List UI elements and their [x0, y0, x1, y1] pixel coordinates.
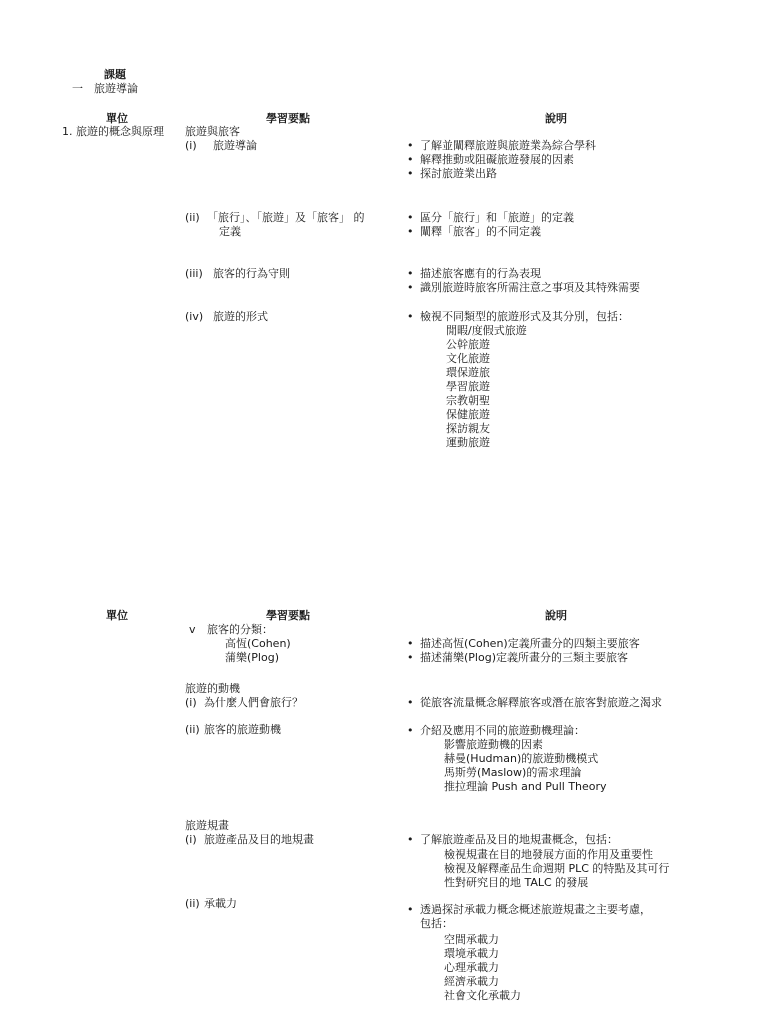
list-item: • 解釋推動或阻礙旅遊發展的因素	[420, 153, 574, 167]
item-title: 旅遊導論	[213, 139, 257, 152]
item-title: 旅客的行為守則	[213, 267, 290, 280]
subheading: 旅遊與旅客	[185, 125, 240, 138]
sub-item: 文化旅遊	[446, 352, 490, 365]
sub-item: 性對研究目的地 TALC 的發展	[444, 876, 589, 889]
sub-item: 運動旅遊	[446, 436, 490, 449]
sub-item: 社會文化承載力	[444, 989, 521, 1002]
sub-item: 空間承載力	[444, 933, 499, 946]
sub-item: 探訪親友	[446, 422, 490, 435]
item-number: (ii)	[185, 723, 200, 736]
header-explanation: 說明	[545, 609, 567, 622]
list-item: • 介紹及應用不同的旅遊動機理論：	[420, 724, 585, 738]
sub-item: 公幹旅遊	[446, 338, 490, 351]
page-title: 課題	[104, 68, 126, 81]
item-title: 旅客的分類：	[207, 623, 273, 636]
sub-item: 環境承載力	[444, 947, 499, 960]
sub-item: 推拉理論 Push and Pull Theory	[444, 780, 607, 793]
topic-dash: 一	[72, 82, 83, 95]
list-item: • 闡釋「旅客」的不同定義	[420, 225, 541, 239]
sub-item: 影響旅遊動機的因素	[444, 738, 543, 751]
sub-item: 經濟承載力	[444, 975, 499, 988]
item-title: 承載力	[204, 897, 237, 910]
item-number: (iii)	[185, 267, 203, 280]
item-number: (i)	[185, 833, 197, 846]
item-title: 「旅行」、「旅遊」及「旅客」 的	[207, 211, 365, 224]
list-item: • 檢視不同類型的旅遊形式及其分別，包括：	[420, 310, 629, 324]
item-number: (ii)	[185, 897, 200, 910]
unit-label: 1. 旅遊的概念與原理	[62, 125, 164, 138]
item-number: (iv)	[185, 310, 204, 323]
item-title: 旅遊產品及目的地規畫	[204, 833, 314, 846]
list-item: • 識別旅遊時旅客所需注意之事項及其特殊需要	[420, 281, 640, 295]
item-title: 旅客的旅遊動機	[204, 723, 281, 736]
sub-item: 保健旅遊	[446, 408, 490, 421]
sub-item: 馬斯勞(Maslow)的需求理論	[444, 766, 582, 779]
sub-item: 心理承載力	[444, 961, 499, 974]
header-learning-points: 學習要點	[266, 609, 310, 622]
header-unit: 單位	[106, 112, 128, 125]
subheading: 旅遊的動機	[185, 682, 240, 695]
item-marker: v	[189, 623, 196, 636]
header-learning-points: 學習要點	[266, 112, 310, 125]
sub-item: 高恆(Cohen)	[225, 637, 291, 650]
sub-item: 檢視及解釋產品生命週期 PLC 的特點及其可行	[444, 862, 670, 875]
list-item: • 透過探討承載力概念概述旅遊規畫之主要考慮，	[420, 903, 651, 917]
list-item: • 描述高恆(Cohen)定義所畫分的四類主要旅客	[420, 637, 640, 651]
list-item-cont: 包括：	[420, 917, 453, 930]
list-item: • 描述旅客應有的行為表現	[420, 267, 541, 281]
item-title: 為什麼人們會旅行？	[204, 696, 303, 709]
sub-item: 閒暇/度假式旅遊	[446, 324, 527, 337]
list-item: • 了解並闡釋旅遊與旅遊業為綜合學科	[420, 139, 596, 153]
item-number: (i)	[185, 696, 197, 709]
sub-item: 檢視規畫在目的地發展方面的作用及重要性	[444, 848, 653, 861]
sub-item: 學習旅遊	[446, 380, 490, 393]
sub-item: 環保遊旅	[446, 366, 490, 379]
list-item: • 從旅客流量概念解釋旅客或潛在旅客對旅遊之渴求	[420, 696, 662, 710]
sub-item: 蒲樂(Plog)	[225, 651, 279, 664]
list-item: • 探討旅遊業出路	[420, 167, 497, 181]
header-unit: 單位	[106, 609, 128, 622]
list-item: • 區分「旅行」和「旅遊」的定義	[420, 211, 574, 225]
subheading: 旅遊規畫	[185, 819, 229, 832]
item-number: (ii)	[185, 211, 200, 224]
header-explanation: 說明	[545, 112, 567, 125]
topic-title: 旅遊導論	[94, 82, 138, 95]
item-title-cont: 定義	[219, 225, 241, 238]
sub-item: 宗教朝聖	[446, 394, 490, 407]
item-title: 旅遊的形式	[213, 310, 268, 323]
list-item: • 描述蒲樂(Plog)定義所畫分的三類主要旅客	[420, 651, 628, 665]
sub-item: 赫曼(Hudman)的旅遊動機模式	[444, 752, 599, 765]
item-number: (i)	[185, 139, 197, 152]
list-item: • 了解旅遊產品及目的地規畫概念，包括：	[420, 833, 618, 847]
